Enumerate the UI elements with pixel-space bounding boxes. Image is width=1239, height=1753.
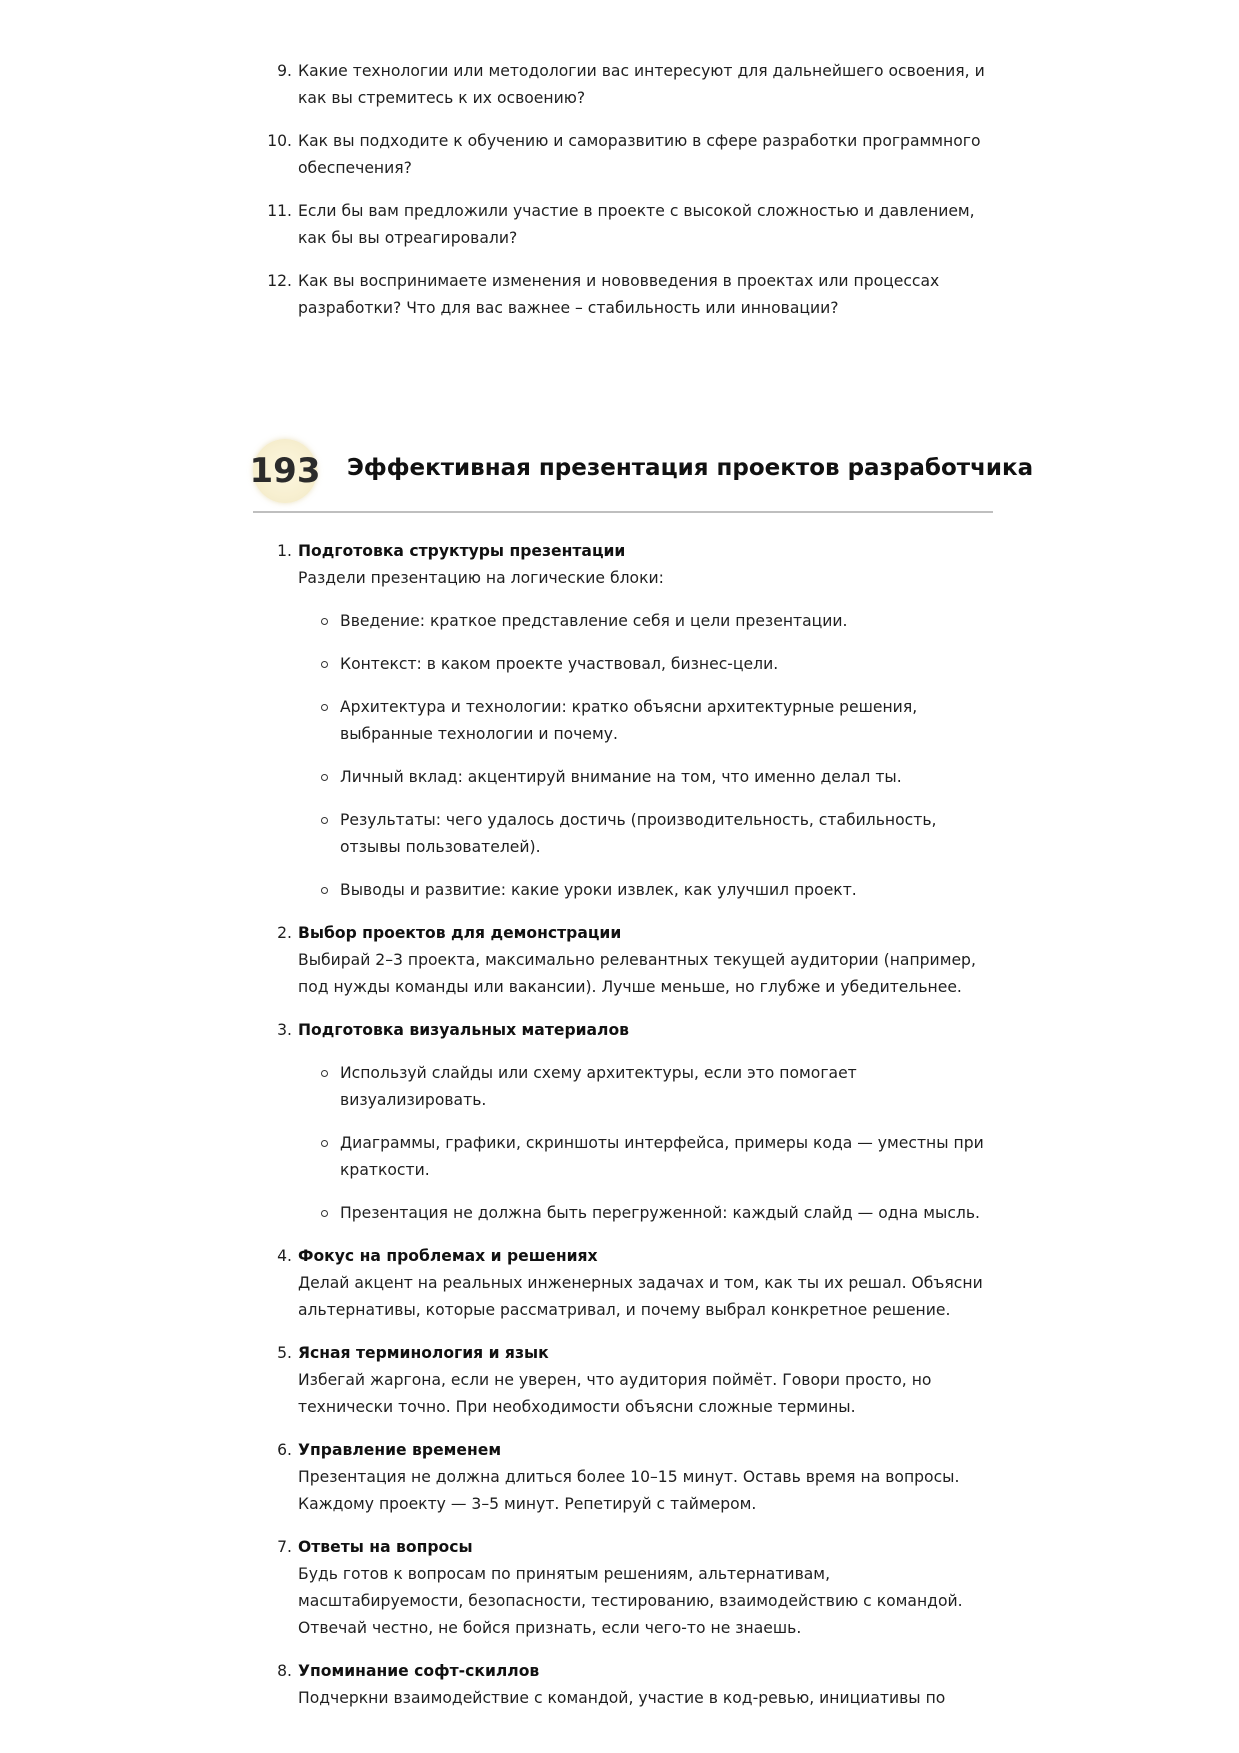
item-title: Подготовка визуальных материалов [298, 1021, 630, 1039]
bullet-text: Контекст: в каком проекте участвовал, бизнес-цели. [340, 655, 779, 673]
list-item [256, 538, 992, 904]
item-text: Подчеркни взаимодействие с командой, участие в код-ревью, инициативы по [298, 1689, 946, 1707]
presentation-tips-list [256, 538, 992, 1728]
list-item [256, 920, 992, 1001]
item-title: Ясная терминология и язык [298, 1344, 549, 1362]
item-number: 10. [267, 132, 292, 150]
bullet-text: Используй слайды или схему архитектуры, если это помогает визуализировать. [340, 1064, 857, 1109]
circle-bullet-icon [321, 1070, 328, 1077]
bullet-text: Личный вклад: акцентируй внимание на том, что именно делал ты. [340, 768, 902, 786]
item-text: Делай акцент на реальных инженерных задачах и том, как ты их решал. Объясни альтернативы, которые рассматривал, и почему выбрал конкретное решение. [298, 1274, 983, 1319]
item-text: Как вы воспринимаете изменения и нововведения в проектах или процессах разработки? Что для вас важнее – стабильность или инновации? [298, 272, 940, 317]
circle-bullet-icon [321, 704, 328, 711]
item-number: 11. [267, 202, 292, 220]
list-item [256, 1658, 992, 1712]
circle-bullet-icon [321, 887, 328, 894]
section-title: Эффективная презентация проектов разработчика [347, 455, 1034, 481]
circle-bullet-icon [321, 1140, 328, 1147]
bullet-text: Введение: краткое представление себя и цели презентации. [340, 612, 848, 630]
bullet-text: Результаты: чего удалось достичь (производительность, стабильность, отзывы пользователей). [340, 811, 937, 856]
bullet-item [298, 1200, 992, 1227]
item-title: Подготовка структуры презентации [298, 542, 626, 560]
list-item [256, 268, 992, 322]
bullet-text: Диаграммы, графики, скриншоты интерфейса, примеры кода — уместны при краткости. [340, 1134, 984, 1179]
list-item [256, 198, 992, 252]
item-number: 7. [277, 1538, 292, 1556]
bullet-list [298, 608, 992, 904]
item-title: Фокус на проблемах и решениях [298, 1247, 598, 1265]
section-number-badge: 193 [253, 439, 317, 503]
list-item [256, 1243, 992, 1324]
item-number: 2. [277, 924, 292, 942]
item-number: 4. [277, 1247, 292, 1265]
item-title: Выбор проектов для демонстрации [298, 924, 622, 942]
list-item [256, 1534, 992, 1642]
list-item [256, 1017, 992, 1227]
bullet-list [298, 1060, 992, 1227]
item-text: Какие технологии или методологии вас интересуют для дальнейшего освоения, и как вы стремитесь к их освоению? [298, 62, 985, 107]
bullet-item [298, 807, 992, 861]
item-number: 9. [277, 62, 292, 80]
item-text: Презентация не должна длиться более 10–15 минут. Оставь время на вопросы. Каждому проекту — 3–5 минут. Репетируй с таймером. [298, 1468, 960, 1513]
item-number: 12. [267, 272, 292, 290]
item-text: Если бы вам предложили участие в проекте с высокой сложностью и давлением, как бы вы отреагировали? [298, 202, 975, 247]
item-number: 5. [277, 1344, 292, 1362]
item-text: Выбирай 2–3 проекта, максимально релевантных текущей аудитории (например, под нужды команды или вакансии). Лучше меньше, но глубже и убедительнее. [298, 951, 976, 996]
item-text: Будь готов к вопросам по принятым решениям, альтернативам, масштабируемости, безопасности, тестированию, взаимодействию с командой. Отвечай честно, не бойся признать, если чего-то не знаешь. [298, 1565, 963, 1637]
previous-question-list [256, 58, 992, 338]
bullet-item [298, 1130, 992, 1184]
item-title: Ответы на вопросы [298, 1538, 473, 1556]
item-title: Упоминание софт-скиллов [298, 1662, 540, 1680]
item-text: Как вы подходите к обучению и саморазвитию в сфере разработки программного обеспечения? [298, 132, 981, 177]
bullet-text: Выводы и развитие: какие уроки извлек, как улучшил проект. [340, 881, 857, 899]
bullet-item [298, 608, 992, 635]
item-number: 3. [277, 1021, 292, 1039]
circle-bullet-icon [321, 774, 328, 781]
bullet-item [298, 1060, 992, 1114]
list-item [256, 1340, 992, 1421]
item-text: Избегай жаргона, если не уверен, что аудитория поймёт. Говори просто, но технически точно. При необходимости объясни сложные термины. [298, 1371, 932, 1416]
bullet-item [298, 651, 992, 678]
circle-bullet-icon [321, 618, 328, 625]
bullet-text: Архитектура и технологии: кратко объясни архитектурные решения, выбранные технологии и почему. [340, 698, 918, 743]
circle-bullet-icon [321, 661, 328, 668]
item-text: Раздели презентацию на логические блоки: [298, 569, 664, 587]
item-number: 1. [277, 542, 292, 560]
bullet-item [298, 694, 992, 748]
item-number: 8. [277, 1662, 292, 1680]
circle-bullet-icon [321, 1210, 328, 1217]
bullet-text: Презентация не должна быть перегруженной: каждый слайд — одна мысль. [340, 1204, 981, 1222]
item-number: 6. [277, 1441, 292, 1459]
list-item [256, 58, 992, 112]
list-item [256, 128, 992, 182]
bullet-item [298, 764, 992, 791]
list-item [256, 1437, 992, 1518]
section-header [249, 437, 1034, 513]
circle-bullet-icon [321, 817, 328, 824]
bullet-item [298, 877, 992, 904]
item-title: Управление временем [298, 1441, 502, 1459]
